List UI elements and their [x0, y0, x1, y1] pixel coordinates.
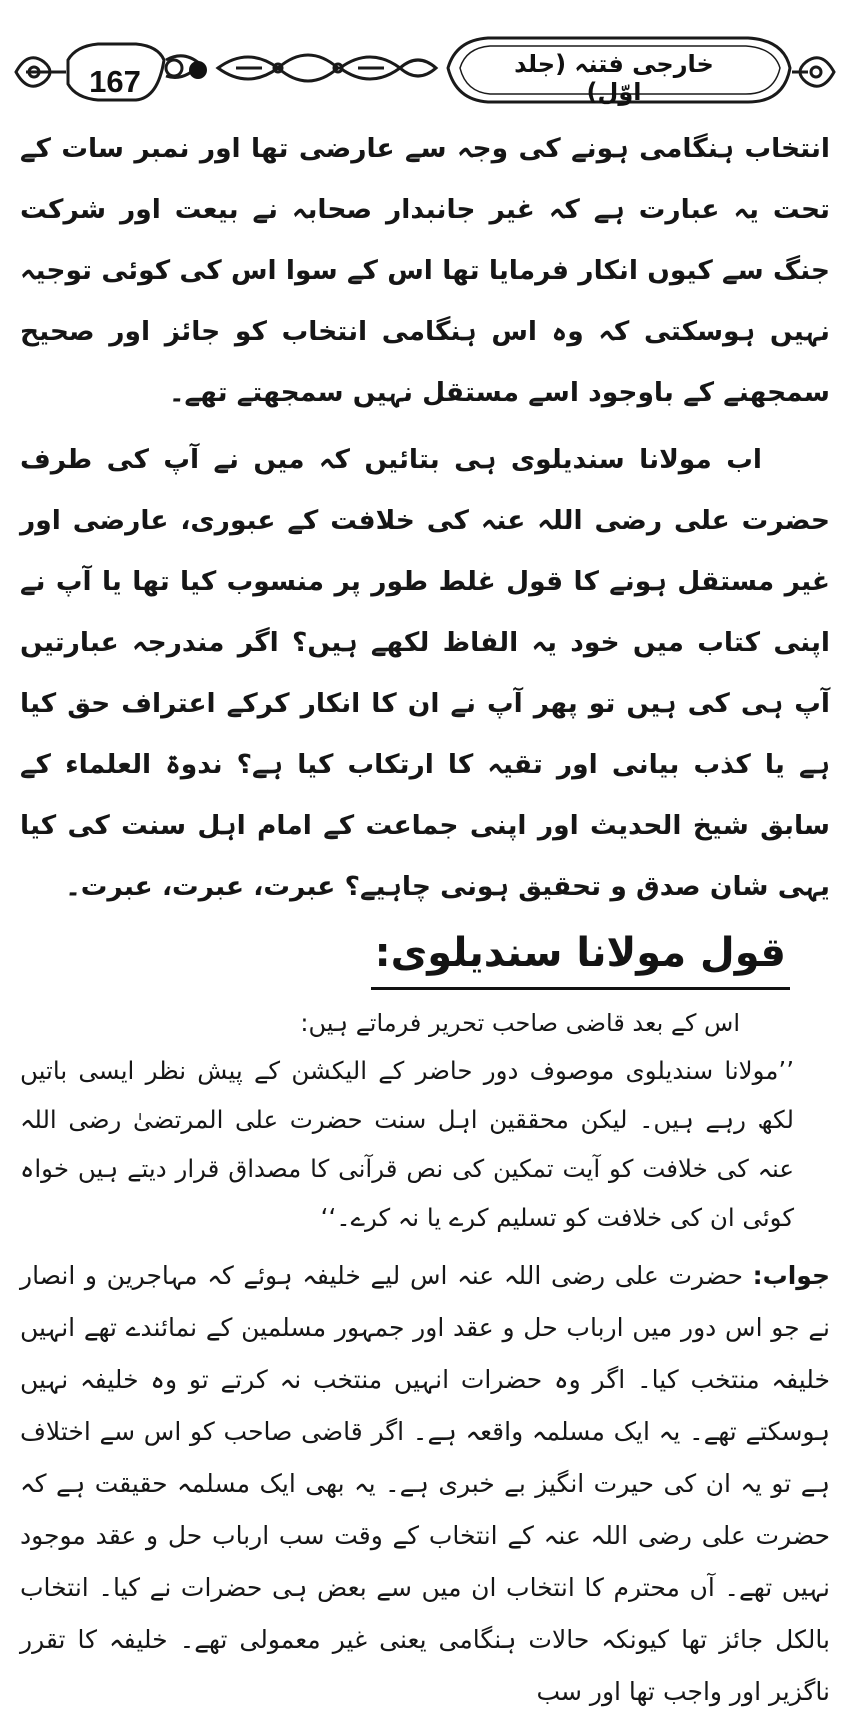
page-number: 167	[89, 64, 141, 99]
answer-label: جواب:	[752, 1261, 830, 1290]
page-header	[8, 20, 842, 116]
body-paragraph: اب مولانا سندیلوی ہی بتائیں کہ میں نے آپ کی طرف حضرت علی رضی اللہ عنہ کی خلافت کے عبوری، عارضی اور غیر مستقل ہونے کا قول غلط طور پر منسوب کیا تھا یا آپ نے اپنی کتاب میں خود یہ الفاظ لکھے ہیں؟ اگر مندرجہ عبارتیں آپ ہی کی ہیں تو پھر آپ نے ان کا انکار کرکے اعتراف حق کیا ہے یا کذب بیانی اور تقیہ کا ارتکاب کیا ہے؟ ندوۃ العلماء کے سابق شیخ الحدیث اور اپنی جماعت کے امام اہل سنت کی کیا یہی شان صدق و تحقیق ہونی چاہیے؟ عبرت، عبرت، عبرت۔	[20, 444, 830, 902]
page-body	[20, 112, 830, 1706]
section-heading-wrap	[20, 921, 790, 990]
answer-text: حضرت علی رضی اللہ عنہ اس لیے خلیفہ ہوئے کہ مہاجرین و انصار نے جو اس دور میں ارباب حل و عقد اور جمہور مسلمین کے نمائندے تھے انہیں خلیفہ منتخب کیا۔ اگر وہ حضرات انہیں منتخب نہ کرتے تو وہ خلیفہ نہیں ہوسکتے تھے۔ یہ ایک مسلمہ واقعہ ہے۔ اگر قاضی صاحب کو اس سے اختلاف ہے تو یہ ان کی حیرت انگیز بے خبری ہے۔ یہ بھی ایک مسلمہ حقیقت ہے کہ حضرت علی رضی اللہ عنہ کے انتخاب کے وقت سب ارباب حل و عقد موجود نہیں تھے۔ آں محترم کا انتخاب ان میں سے بعض ہی حضرات نے کیا۔ انتخاب بالکل جائز تھا کیونکہ حالات ہنگامی یعنی غیر معمولی تھے۔ خلیفہ کا تقرر ناگزیر اور واجب تھا اور سب	[20, 1261, 830, 1706]
answer-paragraph	[20, 1250, 830, 1718]
body-paragraph: انتخاب ہنگامی ہونے کی وجہ سے عارضی تھا اور نمبر سات کے تحت یہ عبارت ہے کہ غیر جانبدار صحابہ نے بیعت اور شرکت جنگ سے کیوں انکار فرمایا تھا اس کے سوا اس کی کوئی توجیہ نہیں ہوسکتی کہ وہ اس ہنگامی انتخاب کو جائز اور صحیح سمجھنے کے باوجود اسے مستقل نہیں سمجھتے تھے۔	[20, 133, 830, 408]
intro-line: اس کے بعد قاضی صاحب تحریر فرماتے ہیں:	[300, 1009, 740, 1037]
running-title: خارجی فتنہ (جلد اوّل)	[514, 50, 714, 106]
block-quote: ’’مولانا سندیلوی موصوف دور حاضر کے الیکشن کے پیش نظر ایسی باتیں لکھ رہے ہیں۔ لیکن محققین اہل سنت حضرت علی المرتضیٰ رضی اللہ عنہ کی خلافت کو آیت تمکین کی نص قرآنی کا مصداق قرار دیتے ہیں خواہ کوئی ان کی خلافت کو تسلیم کرے یا نہ کرے۔‘‘	[20, 1056, 794, 1232]
section-heading: قول مولانا سندیلوی:	[371, 921, 790, 990]
